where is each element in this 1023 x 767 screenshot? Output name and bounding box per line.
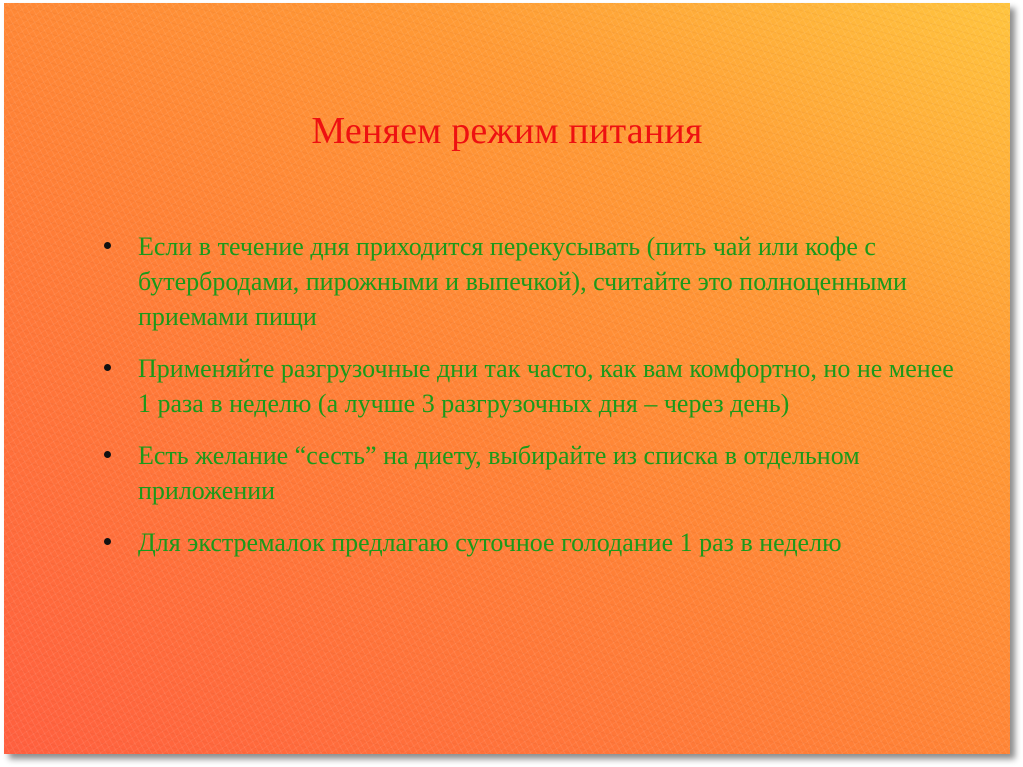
bullet-text: Применяйте разгрузочные дни так часто, как вам комфортно, но не менее 1 раза в неделю (а лучше 3 разгрузочных дня – через день) — [138, 354, 954, 418]
bullet-dot-icon — [104, 538, 111, 545]
bullet-text: Есть желание “сесть” на диету, выбирайте из списка в отдельном приложении — [138, 441, 860, 505]
bullet-dot-icon — [104, 242, 111, 249]
slide — [4, 3, 1010, 754]
bullet-item — [102, 229, 962, 334]
bullet-list — [102, 229, 962, 577]
bullet-item — [102, 438, 962, 508]
bullet-text: Если в течение дня приходится перекусывать (пить чай или кофе с бутербродами, пирожными и выпечкой), считайте это полноценными приемами пищи — [138, 232, 907, 331]
bullet-dot-icon — [104, 451, 111, 458]
bullet-item — [102, 525, 962, 560]
slide-title: Меняем режим питания — [311, 110, 703, 152]
bullet-text: Для экстремалок предлагаю суточное голодание 1 раз в неделю — [138, 528, 842, 557]
bullet-dot-icon — [104, 364, 111, 371]
bullet-item — [102, 351, 962, 421]
